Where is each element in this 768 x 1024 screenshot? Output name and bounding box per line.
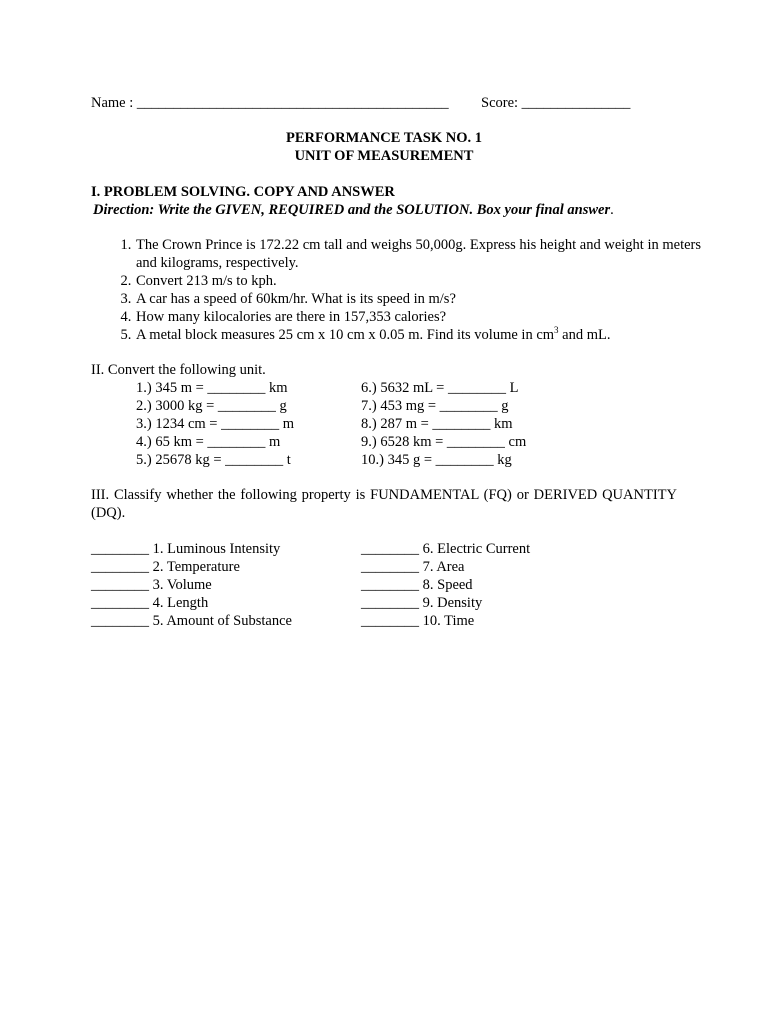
conversion-item: 9.) 6528 km = ________ cm <box>361 434 527 450</box>
classify-item: ________ 8. Speed <box>361 577 473 593</box>
classify-item: ________ 3. Volume <box>91 577 212 593</box>
conversion-item: 10.) 345 g = ________ kg <box>361 452 512 468</box>
worksheet-subtitle: UNIT OF MEASUREMENT <box>294 148 474 164</box>
worksheet-title: PERFORMANCE TASK NO. 1 <box>285 130 483 146</box>
conversion-item: 1.) 345 m = ________ km <box>136 380 288 396</box>
classify-item: ________ 10. Time <box>361 613 475 629</box>
conversion-item: 4.) 65 km = ________ m <box>136 434 281 450</box>
conversion-item: 8.) 287 m = ________ km <box>361 416 513 432</box>
classify-item: ________ 7. Area <box>361 559 465 575</box>
conversion-item: 6.) 5632 mL = ________ L <box>361 380 519 396</box>
classify-item: ________ 1. Luminous Intensity <box>91 541 281 557</box>
problem-item: 2. Convert 213 m/s to kph. <box>135 272 725 290</box>
section3-heading: III. Classify whether the following property is FUNDAMENTAL (FQ) or DERIVED QUANTITY (DQ). <box>91 487 677 521</box>
section1-heading: I. PROBLEM SOLVING. COPY AND ANSWER <box>91 184 395 200</box>
score-field-label: Score: _______________ <box>481 95 631 111</box>
problem5-superscript: 3 <box>554 325 559 336</box>
section2-heading: II. Convert the following unit. <box>91 362 266 378</box>
problem5-text: A metal block measures 25 cm x 10 cm x 0.05 m. Find its volume in cm <box>136 327 555 343</box>
problem-item: 1. The Crown Prince is 172.22 cm tall and weighs 50,000g. Express his height and weight in meters and kilograms, respectively. <box>135 236 725 272</box>
conversion-item: 3.) 1234 cm = ________ m <box>136 416 294 432</box>
problem-item: 3. A car has a speed of 60km/hr. What is its speed in m/s? <box>135 290 725 308</box>
classify-item: ________ 9. Density <box>361 595 483 611</box>
conversion-item: 2.) 3000 kg = ________ g <box>136 398 287 414</box>
problem-item: 4. How many kilocalories are there in 157,353 calories? <box>135 308 725 326</box>
classify-item: ________ 5. Amount of Substance <box>91 613 292 629</box>
direction-period: . <box>610 202 614 218</box>
classify-item: ________ 4. Length <box>91 595 209 611</box>
conversion-item: 5.) 25678 kg = ________ t <box>136 452 291 468</box>
name-field-label: Name : ___________________________________________ <box>91 95 449 111</box>
conversion-item: 7.) 453 mg = ________ g <box>361 398 509 414</box>
problem5-text-end: and mL. <box>558 327 611 343</box>
classify-item: ________ 6. Electric Current <box>361 541 531 557</box>
problem-list <box>91 236 725 344</box>
classify-item: ________ 2. Temperature <box>91 559 240 575</box>
problem-item <box>135 326 725 344</box>
direction-text: Direction: Write the GIVEN, REQUIRED and the SOLUTION. Box your final answer <box>93 202 611 218</box>
section1-direction <box>93 201 614 219</box>
